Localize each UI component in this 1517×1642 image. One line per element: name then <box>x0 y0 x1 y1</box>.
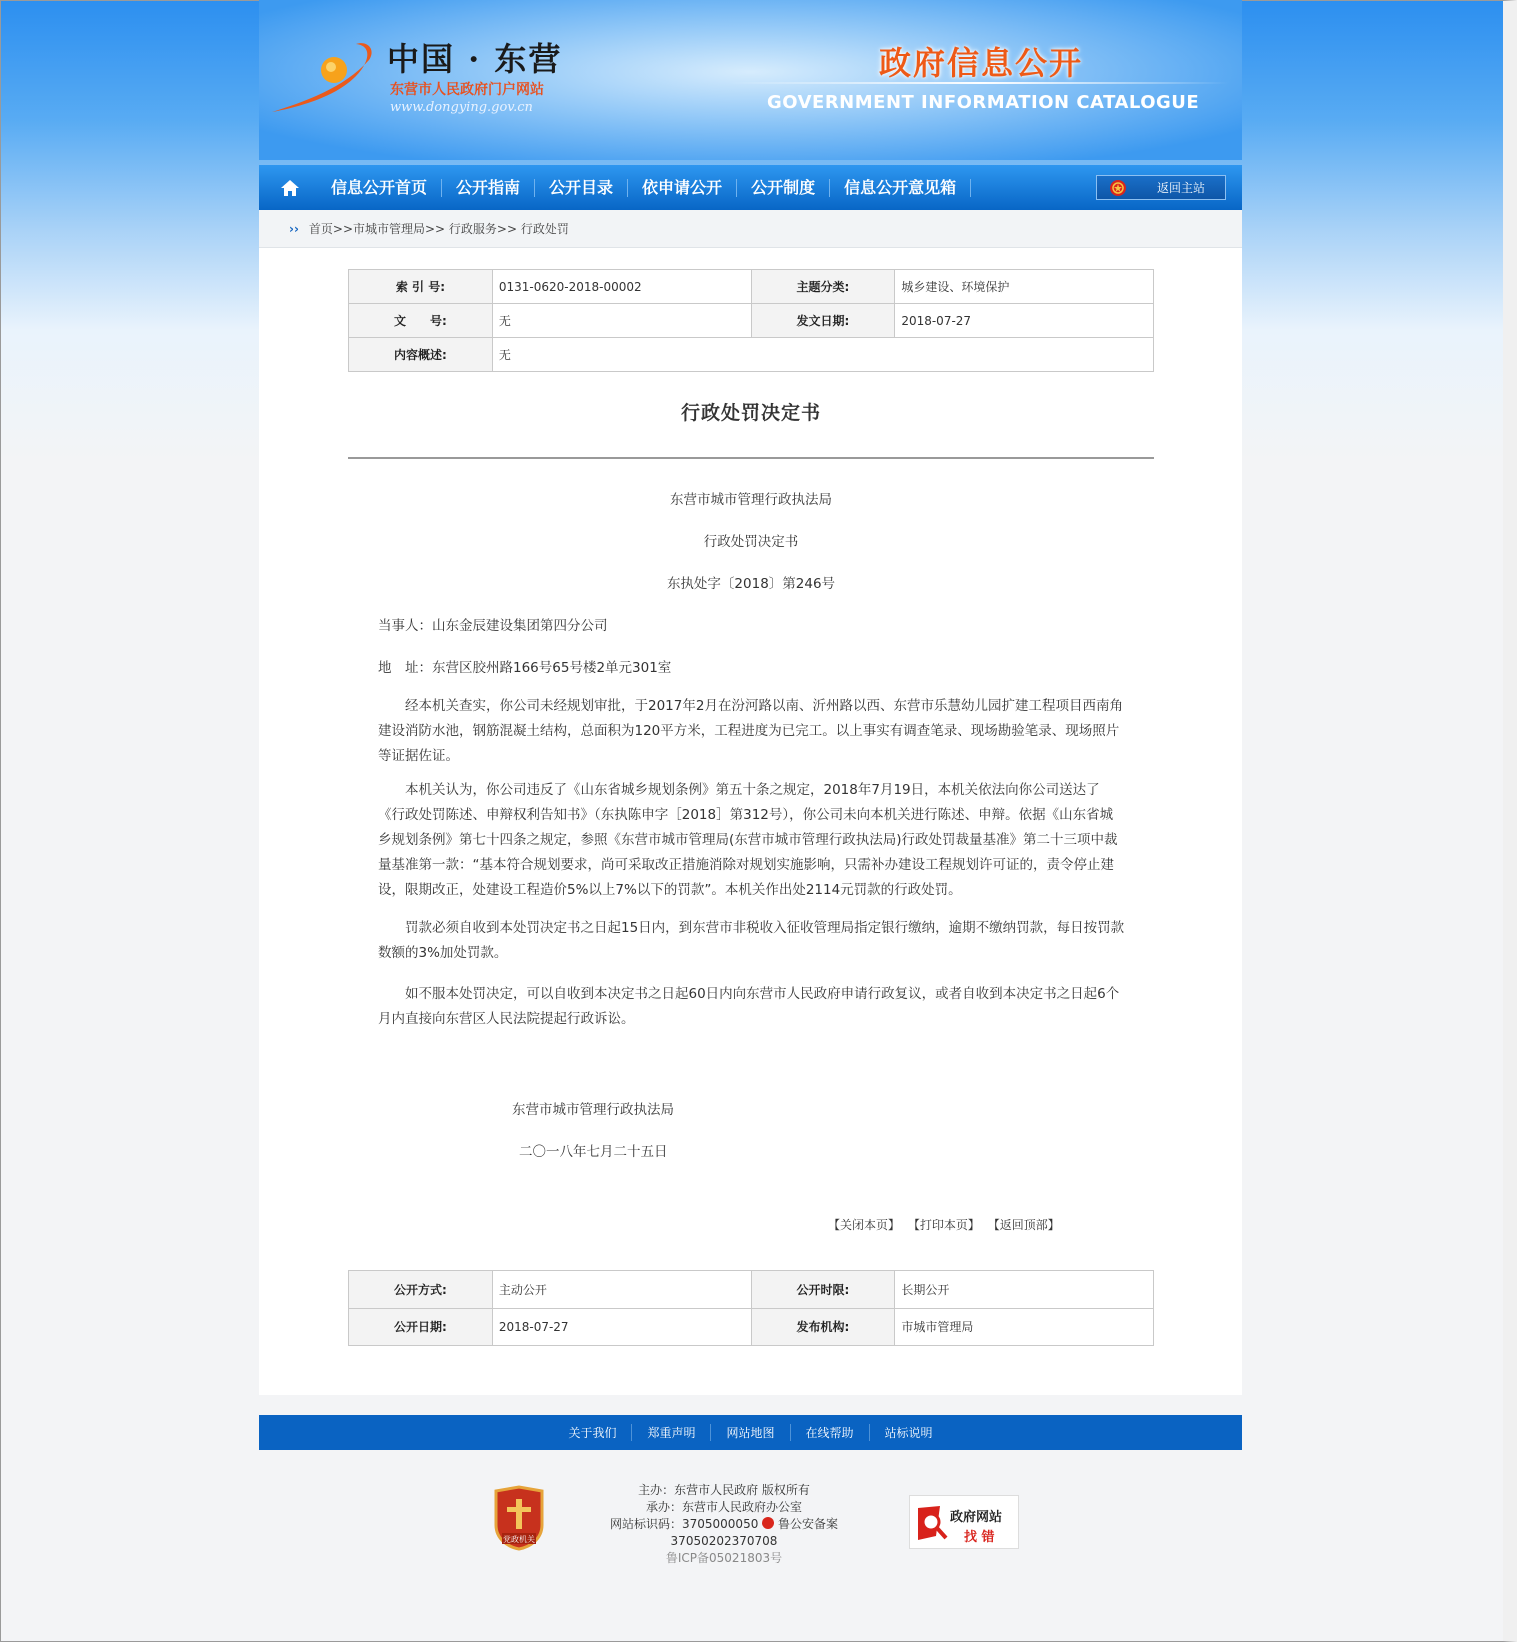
close-page-link[interactable]: 【关闭本页】 <box>828 1218 901 1232</box>
footer-link-sitemap[interactable]: 网站地图 <box>711 1424 790 1441</box>
content-panel <box>259 248 1242 1395</box>
topic-label: 主题分类: <box>751 270 895 304</box>
report-error-line2: 找 错 <box>964 1530 995 1545</box>
nav-item-apply[interactable]: 依申请公开 <box>628 179 737 197</box>
doc-type-line: 行政处罚决定书 <box>703 534 799 550</box>
publish-org-value: 市城市管理局 <box>895 1308 1154 1346</box>
publish-period-label: 公开时限: <box>751 1271 895 1309</box>
publish-period-value: 长期公开 <box>895 1271 1154 1309</box>
title-divider <box>348 457 1154 459</box>
national-emblem-icon <box>1109 179 1127 197</box>
publish-method-value: 主动公开 <box>492 1271 751 1309</box>
footer-police-record[interactable]: 鲁公安备案37050202370708 <box>670 1517 839 1548</box>
publish-method-label: 公开方式: <box>349 1271 493 1309</box>
footer-organizer: 承办：东营市人民政府办公室 <box>645 1500 802 1514</box>
signature-org: 东营市城市管理行政执法局 <box>512 1102 674 1118</box>
police-badge-icon <box>762 1517 774 1529</box>
footer-links-bar <box>259 1415 1242 1450</box>
doc-number-line: 东执处字〔2018〕第246号 <box>666 576 836 592</box>
left-badge-text: 党政机关 <box>503 1535 535 1544</box>
document-meta-table <box>348 269 1154 372</box>
publish-date-label: 公开日期: <box>349 1308 493 1346</box>
index-label: 索 引 号: <box>349 270 493 304</box>
paragraph-appeal: 如不服本处罚决定，可以自收到本决定书之日起60日内向东营市人民政府申请行政复议，或者自收到本决定书之日起6个月内直接向东营区人民法院提起行政诉讼。 <box>378 986 1120 1027</box>
print-page-link[interactable]: 【打印本页】 <box>907 1218 980 1232</box>
document-title: 行政处罚决定书 <box>680 402 821 424</box>
summary-label: 内容概述: <box>349 338 493 372</box>
report-error-line1: 政府网站 <box>950 1510 1003 1525</box>
back-to-main-button[interactable] <box>1096 175 1226 200</box>
paragraph-ruling: 本机关认为，你公司违反了《山东省城乡规划条例》第五十条之规定，2018年7月19日，本机关依法向你公司送达了《行政处罚陈述、申辩权利告知书》（东执陈申字［2018］第312号），你公司未向本机关进行陈述、申辩。依据《山东省城乡规划条例》第七十四条之规定，参照《东营市城市管理局(东营市城市管理行政执法局)行政处罚裁量基准》第二十三项中裁量基准第一款：“基本符合规划要求，尚可采取改正措施消除对规划实施影响，只需补办建设工程规划许可证的，责令停止建设，限期改正，处建设工程造价5%以上7%以下的罚款”。本机关作出处2114元罚款的行政处罚。 <box>378 782 1118 898</box>
footer-records <box>559 1516 889 1550</box>
double-chevron-icon: ›› <box>289 221 299 236</box>
page-actions <box>828 1216 1064 1233</box>
header-divider <box>729 82 1229 84</box>
footer-info <box>259 1470 1242 1580</box>
date-value: 2018-07-27 <box>895 304 1154 338</box>
footer-copyright <box>559 1482 889 1567</box>
footer-link-logo-info[interactable]: 站标说明 <box>884 1426 933 1440</box>
site-logo-icon <box>264 30 384 120</box>
footer-host: 主办：东营市人民政府 版权所有 <box>638 1483 810 1497</box>
party-govt-badge-icon[interactable] <box>492 1485 546 1551</box>
logo-url: www.dongying.gov.cn <box>390 100 533 115</box>
party-line: 当事人：山东金辰建设集团第四分公司 <box>378 618 608 634</box>
header-banner <box>259 0 1242 160</box>
logo-subtitle: 东营市人民政府门户网站 <box>390 82 544 98</box>
docno-label: 文 号: <box>349 304 493 338</box>
summary-value: 无 <box>492 338 1153 372</box>
magnifier-icon <box>916 1504 948 1542</box>
paragraph-payment: 罚款必须自收到本处罚决定书之日起15日内，到东营市非税收入征收管理局指定银行缴纳，逾期不缴纳罚款，每日按罚款数额的3%加处罚款。 <box>378 920 1125 961</box>
main-nav <box>259 165 1242 210</box>
date-label: 发文日期: <box>751 304 895 338</box>
publish-info-table <box>348 1270 1154 1346</box>
nav-item-rules[interactable]: 公开制度 <box>737 179 830 197</box>
nav-item-catalog[interactable]: 公开目录 <box>535 179 628 197</box>
nav-item-home[interactable]: 信息公开首页 <box>317 179 442 197</box>
index-value: 0131-0620-2018-00002 <box>492 270 751 304</box>
topic-value: 城乡建设、环境保护 <box>895 270 1154 304</box>
publish-org-label: 发布机构: <box>751 1308 895 1346</box>
back-to-top-link[interactable]: 【返回顶部】 <box>987 1218 1060 1232</box>
breadcrumb <box>259 210 1242 248</box>
footer-link-disclaimer[interactable]: 郑重声明 <box>632 1424 711 1441</box>
docno-value: 无 <box>492 304 751 338</box>
back-to-main-label: 返回主站 <box>1157 181 1206 195</box>
section-title: 政府信息公开 <box>879 44 1084 82</box>
issuer-line: 东营市城市管理行政执法局 <box>670 492 832 508</box>
footer-link-help[interactable]: 在线帮助 <box>791 1424 870 1441</box>
footer-icp[interactable]: 鲁ICP备05021803号 <box>665 1551 783 1565</box>
nav-item-guide[interactable]: 公开指南 <box>442 179 535 197</box>
address-line: 地 址：东营区胶州路166号65号楼2单元301室 <box>378 660 672 676</box>
home-icon[interactable] <box>279 177 301 199</box>
report-error-badge[interactable] <box>909 1495 1019 1549</box>
signature-date: 二〇一八年七月二十五日 <box>519 1144 668 1160</box>
logo-title: 中国 · 东营 <box>387 40 563 78</box>
footer-link-about[interactable]: 关于我们 <box>553 1424 632 1441</box>
breadcrumb-text[interactable]: 首页>>市城市管理局>> 行政服务>> 行政处罚 <box>308 222 569 236</box>
section-title-en: GOVERNMENT INFORMATION CATALOGUE <box>767 92 1200 113</box>
paragraph-facts: 经本机关查实，你公司未经规划审批，于2017年2月在汾河路以南、沂州路以西、东营市乐慧幼儿园扩建工程项目西南角建设消防水池，钢筋混凝土结构，总面积为120平方米，工程进度为已完工。以上事实有调查笔录、现场勘验笔录、现场照片等证据佐证。 <box>378 698 1123 764</box>
footer-site-id: 网站标识码：3705000050 <box>609 1517 759 1531</box>
publish-date-value: 2018-07-27 <box>492 1308 751 1346</box>
nav-item-feedback[interactable]: 信息公开意见箱 <box>830 179 971 197</box>
